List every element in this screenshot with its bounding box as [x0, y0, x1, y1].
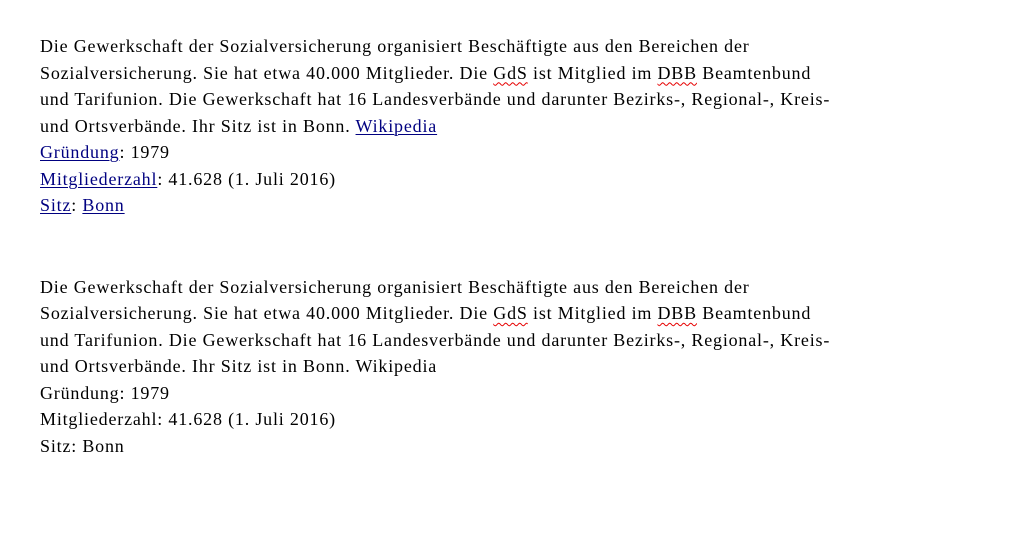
text-line	[40, 60, 994, 87]
misspelled-word: GdS	[493, 62, 528, 83]
text-line	[40, 192, 994, 219]
text-line	[40, 300, 994, 327]
text-segment: Beamtenbund	[696, 62, 812, 83]
text-segment: Beamtenbund	[696, 303, 812, 323]
mitgliederzahl-link[interactable]: Mitgliederzahl	[40, 168, 158, 189]
text-segment: ist Mitglied im	[527, 303, 658, 323]
text-segment: ist Mitglied im	[527, 62, 658, 83]
text-line	[40, 86, 994, 113]
text-line	[40, 274, 994, 301]
text-segment: und Ortsverbände. Ihr Sitz ist in Bonn.	[40, 115, 356, 136]
misspelled-word: GdS	[493, 303, 528, 323]
paragraph-with-links	[40, 33, 994, 219]
text-segment: : 41.628 (1. Juli 2016)	[157, 168, 336, 189]
bonn-link[interactable]: Bonn	[82, 195, 125, 215]
text-segment: und Tarifunion. Die Gewerkschaft hat 16 Landesverbände und darunter Bezirks-, Regional-, Kreis-	[40, 329, 831, 350]
text-segment: Die Gewerkschaft der Sozialversicherung organisiert Beschäftigte aus den Bereichen der	[40, 276, 750, 297]
paragraph-plain	[40, 274, 994, 460]
text-segment: Gründung: 1979	[40, 382, 170, 403]
text-segment: Sozialversicherung. Sie hat etwa 40.000 Mitglieder. Die	[40, 303, 494, 323]
gruendung-link[interactable]: Gründung	[40, 142, 120, 162]
text-segment: und Tarifunion. Die Gewerkschaft hat 16 Landesverbände und darunter Bezirks-, Regional-, Kreis-	[40, 89, 831, 109]
misspelled-word: DBB	[657, 62, 697, 83]
misspelled-word: DBB	[657, 303, 697, 323]
text-line	[40, 353, 994, 380]
sitz-link[interactable]: Sitz	[40, 195, 72, 215]
text-segment: Sitz: Bonn	[40, 435, 125, 456]
text-segment: Mitgliederzahl: 41.628 (1. Juli 2016)	[40, 409, 336, 429]
text-line	[40, 380, 994, 407]
wikipedia-link[interactable]: Wikipedia	[355, 115, 438, 136]
text-segment: : 1979	[119, 142, 170, 162]
text-line	[40, 327, 994, 354]
text-line	[40, 113, 994, 140]
text-segment: Die Gewerkschaft der Sozialversicherung organisiert Beschäftigte aus den Bereichen der	[40, 36, 750, 56]
text-line	[40, 33, 994, 60]
text-segment: Sozialversicherung. Sie hat etwa 40.000 Mitglieder. Die	[40, 62, 494, 83]
text-line	[40, 139, 994, 166]
text-line	[40, 406, 994, 433]
text-segment: und Ortsverbände. Ihr Sitz ist in Bonn. Wikipedia	[40, 356, 438, 376]
text-segment: :	[71, 195, 83, 215]
text-line	[40, 166, 994, 193]
text-line	[40, 433, 994, 460]
